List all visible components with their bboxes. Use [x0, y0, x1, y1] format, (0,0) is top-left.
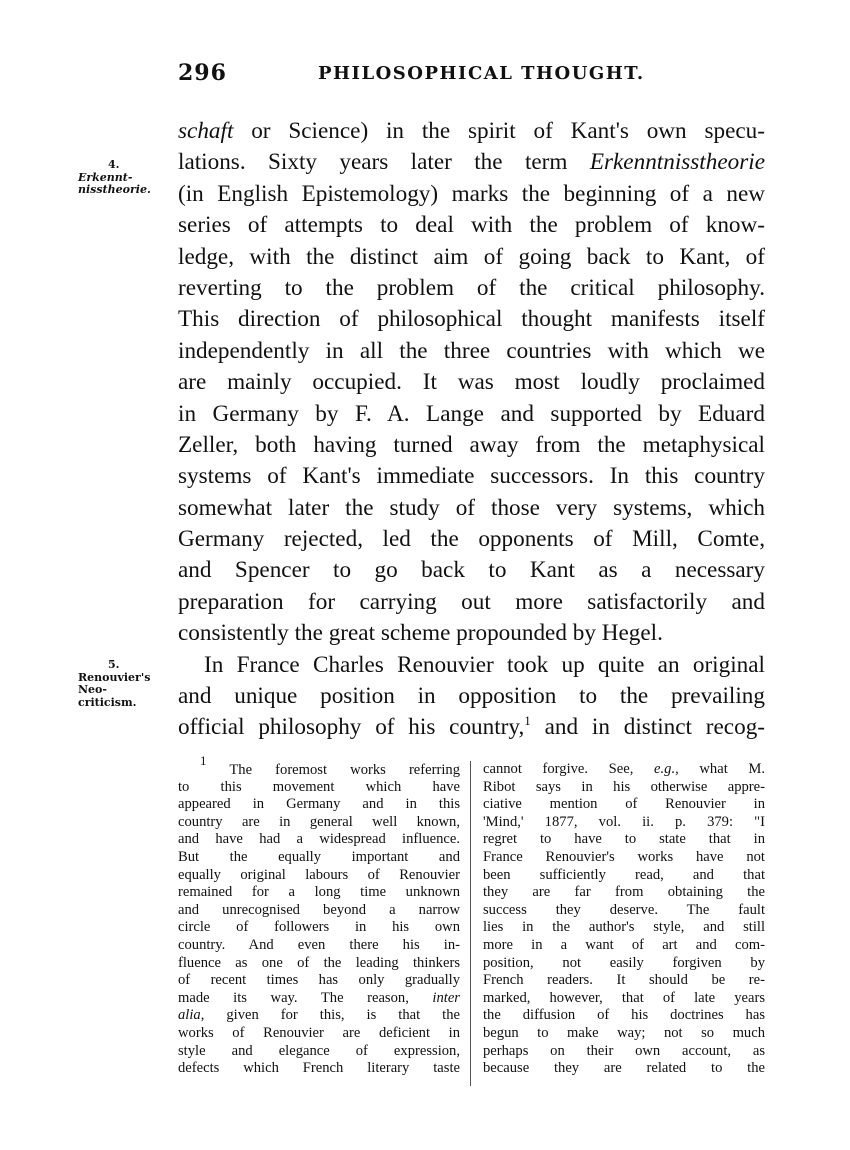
- footnote-line: regret to have to state that in: [483, 831, 765, 848]
- footnote-line: But the equally important and: [178, 848, 460, 865]
- sidenote-line: Neo-: [78, 683, 107, 696]
- footnote-line-first: [178, 753, 460, 779]
- running-head: [178, 60, 763, 90]
- body-line: Zeller, both having turned away from the metaphysical: [178, 431, 765, 458]
- footnote-line: cannot forgive. See, e.g., what M.: [483, 761, 765, 777]
- footnote-line: because they are related to the: [483, 1060, 765, 1077]
- footnote-marker: 1: [200, 753, 207, 768]
- footnote-line: marked, however, that of late years: [483, 989, 765, 1006]
- footnote-line: they are far from obtaining the: [483, 884, 765, 901]
- body-line: preparation for carrying out more satisfactorily and: [178, 588, 765, 615]
- body-line: This direction of philosophical thought manifests itself: [178, 306, 765, 333]
- body-line: are mainly occupied. It was most loudly proclaimed: [178, 369, 765, 396]
- body-line: series of attempts to deal with the problem of know-: [178, 212, 765, 239]
- sidenote-number: 5.: [108, 658, 120, 671]
- footnote-line: to this movement which have: [178, 778, 460, 795]
- body-line: systems of Kant's immediate successors. In this country: [178, 463, 765, 490]
- footnote-line: perhaps on their own account, as: [483, 1042, 765, 1059]
- running-title: PHILOSOPHICAL THOUGHT.: [318, 63, 645, 84]
- footnote-line: and unrecognised beyond a narrow: [178, 901, 460, 918]
- body-line-with-footnote-ref: [178, 712, 765, 743]
- sidenote-line: Erkennt-: [78, 170, 133, 184]
- footnote-line: been sufficiently read, and that: [483, 866, 765, 883]
- footnote-line: the diffusion of his doctrines has: [483, 1007, 765, 1024]
- italic-term: Erkenntnisstheorie: [589, 149, 765, 176]
- footnote-line: position, not easily forgiven by: [483, 954, 765, 971]
- footnote-line: equally original labours of Renouvier: [178, 866, 460, 883]
- body-line-part: official philosophy of his country,: [178, 714, 525, 741]
- footnote-line: 'Mind,' 1877, vol. ii. p. 379: "I: [483, 813, 765, 830]
- footnote-line: France Renouvier's works have not: [483, 848, 765, 865]
- body-line: ledge, with the distinct aim of going back to Kant, of: [178, 243, 765, 270]
- column-divider: [470, 761, 471, 1086]
- footnote-line: appeared in Germany and in this: [178, 796, 460, 813]
- sidenote-line: nisstheorie.: [78, 183, 151, 196]
- footnote-line: Ribot says in his otherwise appre-: [483, 778, 765, 795]
- body-line: and Spencer to go back to Kant as a necessary: [178, 557, 765, 584]
- footnote-left-column: [178, 753, 460, 1078]
- footnote-line: defects which French literary taste: [178, 1060, 460, 1077]
- footnote-line: fluence as one of the leading thinkers: [178, 954, 460, 971]
- footnote-line: more in a want of art and com-: [483, 936, 765, 953]
- footnote-line: circle of followers in his own: [178, 919, 460, 936]
- body-line: and unique position in opposition to the prevailing: [178, 683, 765, 710]
- footnote-line: country are in general well known,: [178, 813, 460, 830]
- body-line: Germany rejected, led the opponents of Mill, Comte,: [178, 526, 765, 553]
- footnote-line: alia, given for this, is that the: [178, 1007, 460, 1024]
- sidenote-renouvier: [78, 659, 168, 709]
- body-line: in Germany by F. A. Lange and supported by Eduard: [178, 400, 765, 427]
- footnote-line: style and elegance of expression,: [178, 1042, 460, 1059]
- footnote-line: remained for a long time unknown: [178, 884, 460, 901]
- footnote-line: The foremost works referring: [229, 762, 460, 778]
- footnote-line: begun to make way; not so much: [483, 1024, 765, 1041]
- footnote-line: works of Renouvier are deficient in: [178, 1024, 460, 1041]
- footnote-line: French readers. It should be re-: [483, 972, 765, 989]
- sidenote-line: Renouvier's: [78, 670, 151, 684]
- italic-term: alia: [178, 1007, 201, 1024]
- body-line: reverting to the problem of the critical philosophy.: [178, 274, 765, 301]
- italic-term: inter: [432, 989, 460, 1006]
- body-line: lations. Sixty years later the term Erkenntnisstheorie: [178, 149, 765, 176]
- footnote-block: [178, 753, 768, 1091]
- footnote-line: of recent times has only gradually: [178, 972, 460, 989]
- body-line: schaft or Science) in the spirit of Kant's own specu-: [178, 118, 765, 144]
- body-line: In France Charles Renouvier took up quite an original: [204, 651, 765, 678]
- sidenote-number: 4.: [108, 158, 120, 171]
- body-text: [178, 116, 765, 744]
- footnote-line: lies in the author's style, and still: [483, 919, 765, 936]
- italic-term: e.g.: [654, 761, 676, 777]
- sidenote-line: criticism.: [78, 695, 137, 709]
- page-number: 296: [178, 60, 227, 86]
- footnote-line: ciative mention of Renouvier in: [483, 796, 765, 813]
- footnote-line: made its way. The reason, inter: [178, 989, 460, 1006]
- footnote-right-column: [483, 761, 765, 1078]
- body-line: consistently the great scheme propounded by Hegel.: [178, 620, 663, 647]
- body-line-part: and in distinct recog-: [544, 714, 766, 741]
- body-line: somewhat later the study of those very systems, which: [178, 494, 765, 521]
- footnote-line: and have had a widespread influence.: [178, 831, 460, 848]
- body-line: (in English Epistemology) marks the beginning of a new: [178, 180, 765, 207]
- footnote-line: success they deserve. The fault: [483, 901, 765, 918]
- footnote-line: country. And even there his in-: [178, 936, 460, 953]
- body-line: independently in all the three countries with which we: [178, 337, 765, 364]
- footnote-reference[interactable]: 1: [524, 713, 531, 729]
- italic-term: schaft: [178, 118, 234, 144]
- sidenote-erkenntnisstheorie: [78, 159, 168, 197]
